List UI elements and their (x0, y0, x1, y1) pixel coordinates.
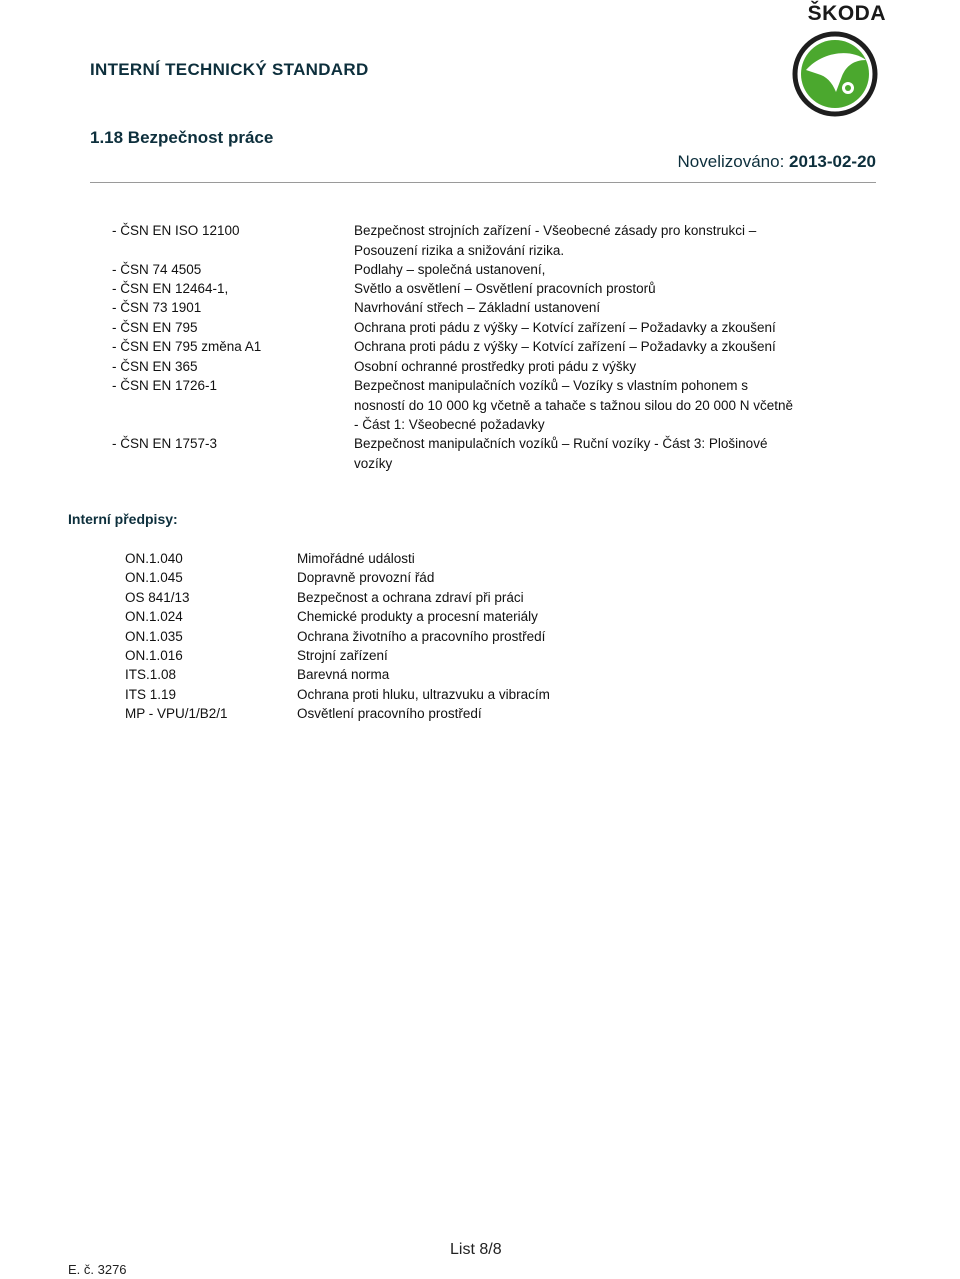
standard-code: - ČSN EN ISO 12100 (112, 223, 240, 238)
standard-description: Ochrana proti pádu z výšky – Kotvící zařízení – Požadavky a zkoušení (354, 320, 776, 335)
regulation-code: OS 841/13 (125, 590, 190, 605)
document-number: E. č. 3276 (68, 1262, 127, 1277)
standard-description: Světlo a osvětlení – Osvětlení pracovních prostorů (354, 281, 656, 296)
section-title: 1.18 Bezpečnost práce (90, 128, 274, 147)
standard-code: - ČSN EN 1726-1 (112, 378, 218, 393)
standard-code: - ČSN 73 1901 (112, 300, 202, 315)
standard-description: Podlahy – společná ustanovení, (354, 262, 546, 277)
revised-date: 2013-02-20 (789, 152, 876, 171)
regulation-description: Dopravně provozní řád (297, 570, 435, 585)
regulation-code: ON.1.024 (125, 609, 183, 624)
standard-description: Navrhování střech – Základní ustanovení (354, 300, 601, 315)
regulation-description: Ochrana životního a pracovního prostředí (297, 629, 546, 644)
regulation-description: Barevná norma (297, 667, 390, 682)
standard-code: - ČSN EN 365 (112, 359, 198, 374)
regulation-description: Mimořádné události (297, 551, 415, 566)
standard-description: Ochrana proti pádu z výšky – Kotvící zařízení – Požadavky a zkoušení (354, 339, 776, 354)
standard-code: - ČSN EN 1757-3 (112, 436, 218, 451)
regulation-description: Strojní zařízení (297, 648, 388, 663)
page-number: List 8/8 (450, 1241, 502, 1258)
regulation-description: Ochrana proti hluku, ultrazvuku a vibracím (297, 687, 550, 702)
standard-code: - ČSN 74 4505 (112, 262, 202, 277)
standard-description: Bezpečnost manipulačních vozíků – Vozíky s vlastním pohonem s nosností do 10 000 kg včetně a tahače s tažnou silou do 20 000 N včetně - Část 1: Všeobecné požadavky (354, 378, 794, 432)
standard-description: Bezpečnost manipulačních vozíků – Ruční vozíky - Část 3: Plošinové vozíky (354, 436, 768, 471)
standard-description: Bezpečnost strojních zařízení - Všeobecné zásady pro konstrukci – Posouzení rizika a snižování rizika. (354, 223, 757, 258)
regulation-description: Bezpečnost a ochrana zdraví při práci (297, 590, 524, 605)
regulation-code: ON.1.035 (125, 629, 183, 644)
standard-code: - ČSN EN 795 změna A1 (112, 339, 262, 354)
regulation-code: ITS 1.19 (125, 687, 177, 702)
regulation-code: ON.1.045 (125, 570, 183, 585)
regulation-description: Osvětlení pracovního prostředí (297, 706, 482, 721)
revised-label: Novelizováno: (677, 152, 785, 171)
revision-info (678, 152, 876, 172)
regulation-code: ON.1.016 (125, 648, 183, 663)
standard-description: Osobní ochranné prostředky proti pádu z výšky (354, 359, 637, 374)
brand-wordmark: ŠKODA (807, 2, 886, 25)
header-divider (90, 182, 876, 183)
regulation-code: ON.1.040 (125, 551, 183, 566)
regulation-code: MP - VPU/1/B2/1 (125, 706, 228, 721)
regulation-description: Chemické produkty a procesní materiály (297, 609, 538, 624)
standard-code: - ČSN EN 795 (112, 320, 198, 335)
internal-regulations-heading: Interní předpisy: (68, 511, 178, 527)
regulation-code: ITS.1.08 (125, 667, 177, 682)
standard-code: - ČSN EN 12464-1, (112, 281, 229, 296)
document-type-title: INTERNÍ TECHNICKÝ STANDARD (90, 60, 369, 79)
skoda-logo-icon (792, 30, 878, 118)
